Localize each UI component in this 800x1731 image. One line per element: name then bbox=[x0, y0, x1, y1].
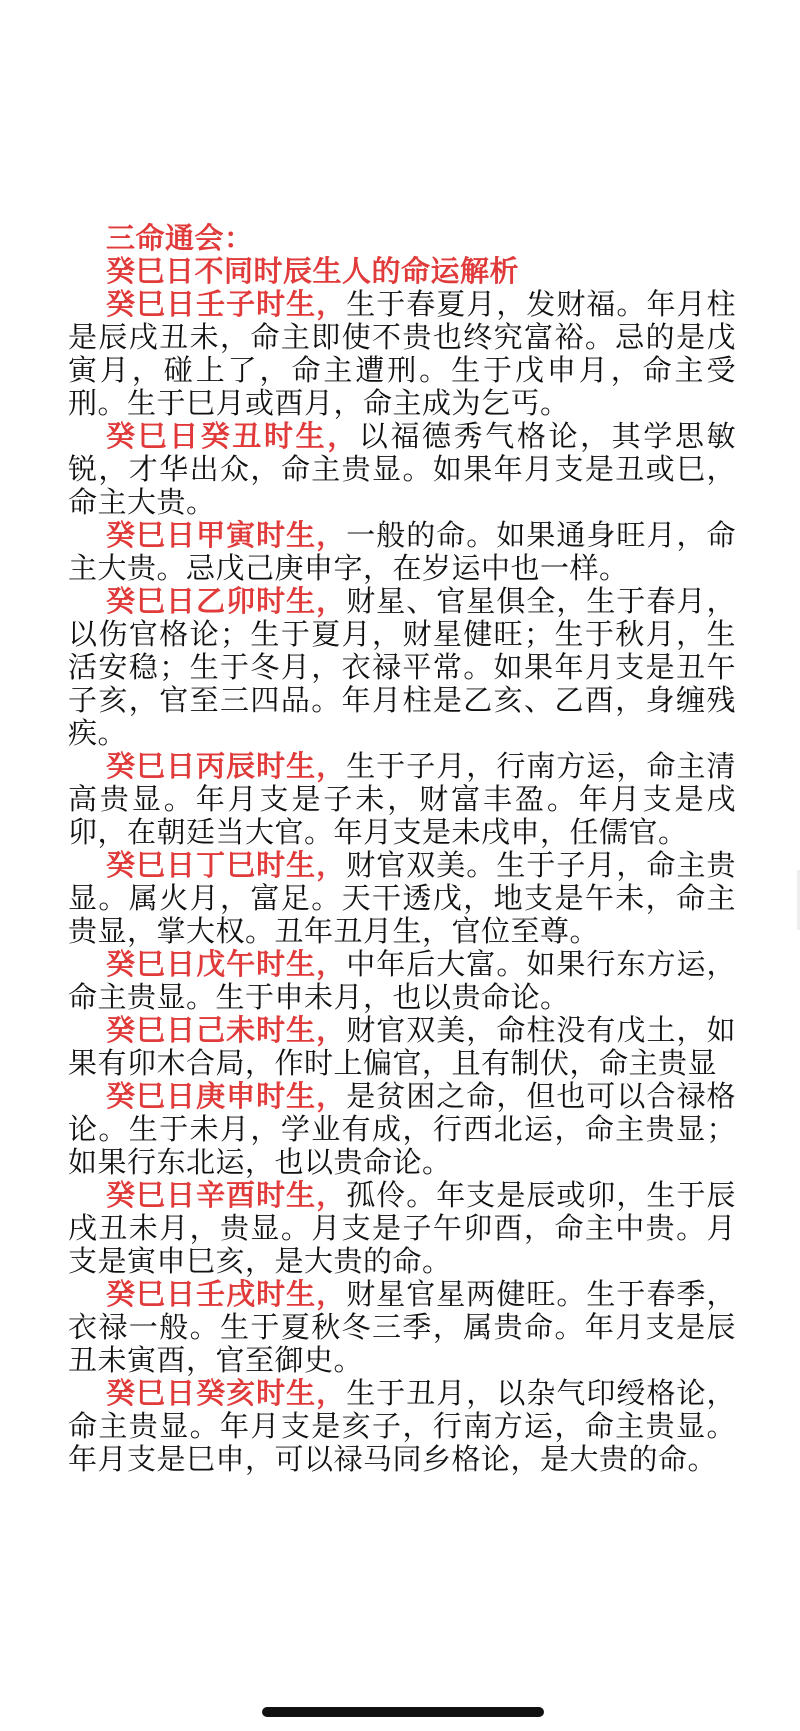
entry-text: 孤伶。年支是辰或卯，生于辰戌丑未月，贵显。月支是子午卯酉，命主中贵。月支是寅申巳亥，是大贵的命。 bbox=[68, 1178, 736, 1278]
article-body bbox=[68, 222, 736, 1476]
entry-paragraph bbox=[68, 849, 736, 948]
entry-text: 生于子月，行南方运，命主清高贵显。年月支是子未，财富丰盈。年月支是戌卯，在朝廷当大官。年月支是未戌申，任儒官。 bbox=[68, 749, 736, 849]
entry-label: 癸巳日壬戌时生， bbox=[106, 1277, 347, 1311]
entry-paragraph bbox=[68, 288, 736, 420]
entry-label: 癸巳日壬子时生， bbox=[106, 287, 347, 321]
entry-label: 癸巳日癸亥时生， bbox=[106, 1376, 347, 1410]
entry-paragraph bbox=[68, 585, 736, 750]
entry-label: 癸巳日己未时生， bbox=[106, 1013, 347, 1047]
entry-text: 中年后大富。如果行东方运，命主贵显。生于申未月，也以贵命论。 bbox=[68, 947, 736, 1014]
article-title: 癸巳日不同时辰生人的命运解析 bbox=[106, 254, 520, 288]
entry-text: 财官双美，命柱没有戊土，如果有卯木合局，作时上偏官，且有制伏，命主贵显 bbox=[68, 1013, 736, 1080]
entry-label: 癸巳日乙卯时生， bbox=[106, 584, 347, 618]
entry-label: 癸巳日丙辰时生， bbox=[106, 749, 347, 783]
entry-text: 财星官星两健旺。生于春季，衣禄一般。生于夏秋冬三季，属贵命。年月支是辰丑未寅酉，官至御史。 bbox=[68, 1277, 736, 1377]
home-indicator-bar[interactable] bbox=[262, 1707, 544, 1717]
entry-text: 生于丑月，以杂气印绶格论，命主贵显。年月支是亥子，行南方运，命主贵显。年月支是巳申，可以禄马同乡格论，是大贵的命。 bbox=[68, 1376, 736, 1476]
entry-paragraph bbox=[68, 1278, 736, 1377]
entry-label: 癸巳日癸丑时生， bbox=[106, 419, 359, 453]
entry-label: 癸巳日戊午时生， bbox=[106, 947, 347, 981]
entry-text: 是贫困之命，但也可以合禄格论。生于未月，学业有成，行西北运，命主贵显；如果行东北运，也以贵命论。 bbox=[68, 1079, 736, 1179]
entry-paragraph bbox=[68, 1377, 736, 1476]
entry-paragraph bbox=[68, 1179, 736, 1278]
entry-text: 财星、官星俱全，生于春月，以伤官格论；生于夏月，财星健旺；生于秋月，生活安稳；生于冬月，衣禄平常。如果年月支是丑午子亥，官至三四品。年月柱是乙亥、乙酉，身缠残疾。 bbox=[68, 584, 736, 750]
entry-text: 生于春夏月，发财福。年月柱是辰戌丑未，命主即使不贵也终究富裕。忌的是戊寅月，碰上了，命主遭刑。生于戊申月，命主受刑。生于巳月或酉月，命主成为乞丐。 bbox=[68, 287, 736, 420]
article-heading-source: 三命通会： bbox=[106, 221, 254, 255]
entry-label: 癸巳日丁巳时生， bbox=[106, 848, 347, 882]
entry-label: 癸巳日甲寅时生， bbox=[106, 518, 347, 552]
entry-text: 以福德秀气格论，其学思敏锐，才华出众，命主贵显。如果年月支是丑或巳，命主大贵。 bbox=[68, 419, 736, 519]
entry-paragraph bbox=[68, 1014, 736, 1080]
entry-label: 癸巳日庚申时生， bbox=[106, 1079, 347, 1113]
entry-paragraph bbox=[68, 420, 736, 519]
entry-paragraph bbox=[68, 948, 736, 1014]
entry-paragraph bbox=[68, 750, 736, 849]
entry-text: 财官双美。生于子月，命主贵显。属火月，富足。天干透戊，地支是午未，命主贵显，掌大权。丑年丑月生，官位至尊。 bbox=[68, 848, 736, 948]
entry-paragraph bbox=[68, 519, 736, 585]
entry-label: 癸巳日辛酉时生， bbox=[106, 1178, 347, 1212]
entry-text: 一般的命。如果通身旺月，命主大贵。忌戊己庚申字，在岁运中也一样。 bbox=[68, 518, 736, 585]
entry-paragraph bbox=[68, 1080, 736, 1179]
